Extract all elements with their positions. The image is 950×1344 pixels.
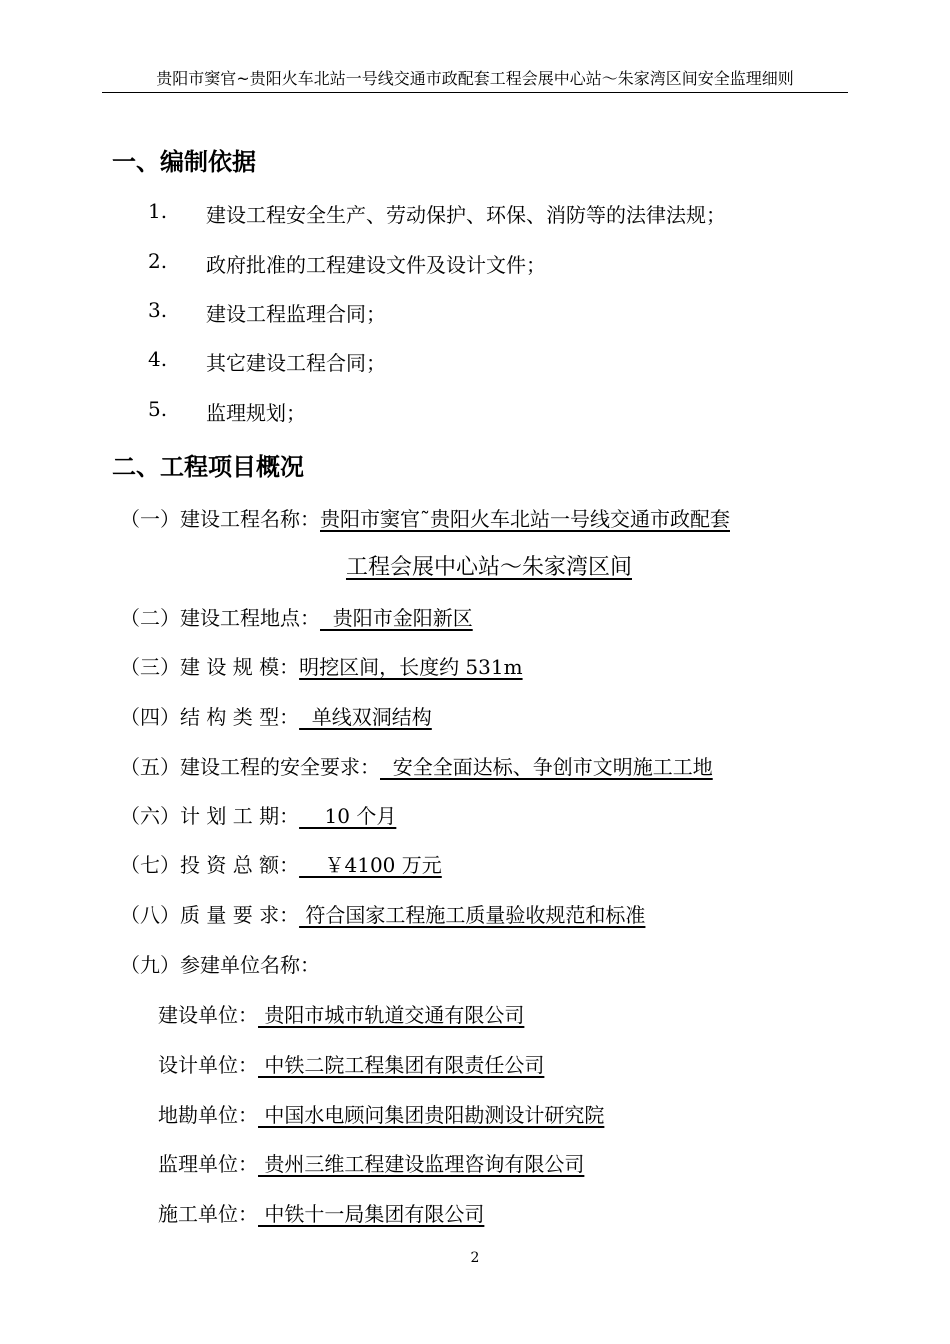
running-header: 贵阳市窦官~贵阳火车北站一号线交通市政配套工程会展中心站～朱家湾区间安全监理细则 <box>156 69 794 88</box>
participant-row <box>158 1198 484 1227</box>
safety-requirement-row <box>120 751 713 780</box>
project-name-row-continued <box>0 550 950 581</box>
safety-requirement-value: 安全全面达标、争创市文明施工工地 <box>380 755 713 779</box>
quality-requirement-row <box>120 899 645 928</box>
total-investment-row <box>120 849 442 878</box>
section-heading-basis: 一、编制依据 <box>112 147 256 176</box>
participant-label: 施工单位： <box>158 1202 258 1226</box>
quality-requirement-value: 符合国家工程施工质量验收规范和标准 <box>299 903 646 927</box>
list-item-number: 2. <box>148 249 168 273</box>
participant-row <box>158 1099 604 1128</box>
list-item-text: 建设工程安全生产、劳动保护、环保、消防等的法律法规； <box>206 203 726 227</box>
project-name-row <box>120 503 730 532</box>
planned-duration-row <box>120 800 396 829</box>
participant-row <box>158 999 524 1028</box>
list-item-text: 其它建设工程合同； <box>206 351 386 375</box>
list-item-text: 政府批准的工程建设文件及设计文件； <box>206 253 546 277</box>
list-item-number: 3. <box>148 298 168 322</box>
list-item-text: 建设工程监理合同； <box>206 302 386 326</box>
safety-requirement-label: （五）建设工程的安全要求： <box>120 755 380 779</box>
participant-row <box>158 1148 584 1177</box>
participant-value: 中铁十一局集团有限公司 <box>258 1202 485 1226</box>
project-scale-value: 明挖区间，长度约 531m <box>299 655 523 679</box>
structure-type-label: （四）结 构 类 型： <box>120 705 300 729</box>
project-name-label: （一）建设工程名称： <box>120 507 320 531</box>
participant-label: 地勘单位： <box>158 1103 258 1127</box>
structure-type-value: 单线双洞结构 <box>299 705 432 729</box>
project-location-label: （二）建设工程地点： <box>120 606 320 630</box>
total-investment-value: ￥4100 万元 <box>299 853 442 877</box>
project-scale-label: （三）建 设 规 模： <box>120 655 300 679</box>
project-name-value: 贵阳市窦官˜贵阳火车北站一号线交通市政配套 <box>320 507 730 531</box>
list-item-text: 监理规划； <box>206 401 306 425</box>
project-location-value: 贵阳市金阳新区 <box>320 606 473 630</box>
participant-value: 贵阳市城市轨道交通有限公司 <box>258 1003 525 1027</box>
project-name-value-continued: 工程会展中心站～朱家湾区间 <box>345 555 632 580</box>
participant-label: 监理单位： <box>158 1152 258 1176</box>
participant-label: 设计单位： <box>158 1053 258 1077</box>
planned-duration-label: （六）计 划 工 期： <box>120 804 300 828</box>
section-heading-overview: 二、工程项目概况 <box>112 452 304 481</box>
list-item-number: 5. <box>148 397 168 421</box>
participant-value: 贵州三维工程建设监理咨询有限公司 <box>258 1152 585 1176</box>
planned-duration-value: 10 个月 <box>299 804 397 828</box>
participant-value: 中国水电顾问集团贵阳勘测设计研究院 <box>258 1103 605 1127</box>
header-divider <box>102 92 848 93</box>
participant-row <box>158 1049 544 1078</box>
project-scale-row <box>120 651 523 680</box>
list-item-number: 4. <box>148 347 168 371</box>
quality-requirement-label: （八）质 量 要 求： <box>120 903 300 927</box>
list-item-number: 1. <box>148 199 168 223</box>
participant-value: 中铁二院工程集团有限责任公司 <box>258 1053 545 1077</box>
structure-type-row <box>120 701 432 730</box>
participant-label: 建设单位： <box>158 1003 258 1027</box>
total-investment-label: （七）投 资 总 额： <box>120 853 300 877</box>
page-number: 2 <box>470 1250 480 1266</box>
participants-heading: （九）参建单位名称： <box>120 953 320 977</box>
project-location-row <box>120 602 473 631</box>
